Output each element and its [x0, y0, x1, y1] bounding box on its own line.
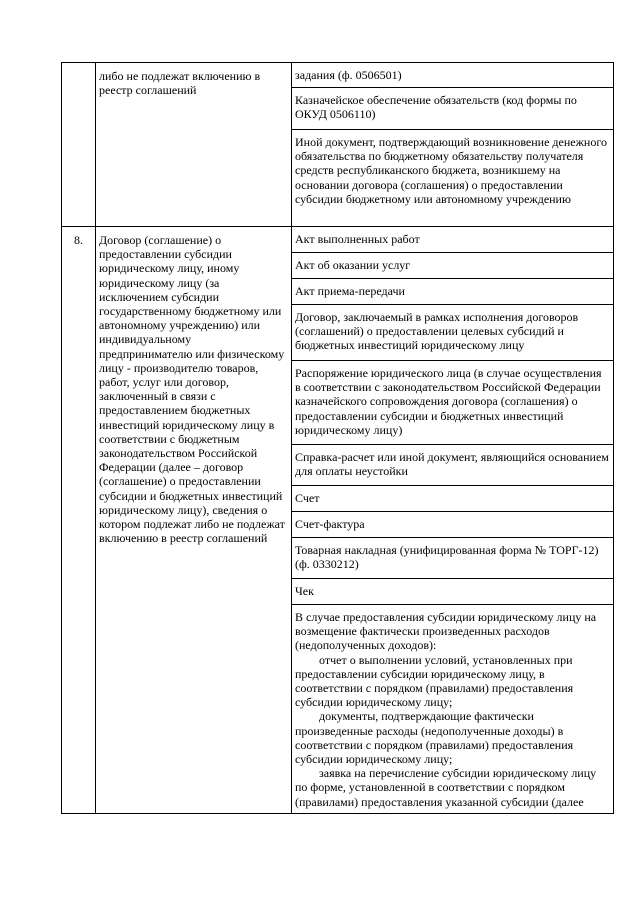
document-cell: Договор, заключаемый в рамках исполнения договоров (соглашений) о предоставлении целевых субсидий и бюджетных инвестиций юридическому лицу [292, 305, 614, 361]
document-cell: Счет [292, 486, 614, 512]
row-number-cell: 8. [62, 227, 96, 814]
document-cell: Иной документ, подтверждающий возникновение денежного обязательства по бюджетному обязательству получателя средств республиканского бюджета, возникшему на основании договора (соглашения) о предоставлении субсидии бюджетному или автономному учреждению [292, 130, 614, 227]
conditions-intro: В случае предоставления субсидии юридическому лицу на возмещение фактически произведенных расходов (недополученных доходов): [295, 610, 597, 653]
document-cell: Казначейское обеспечение обязательств (код формы по ОКУД 0506110) [292, 88, 614, 130]
document-cell: Справка-расчет или иной документ, являющийся основанием для оплаты неустойки [292, 445, 614, 486]
document-cell: Акт об оказании услуг [292, 253, 614, 279]
row-number-cell [62, 63, 96, 227]
conditions-item: отчет о выполнении условий, установленных при предоставлении субсидии юридическому лицу, в соответствии с порядком (правилами) предоставления субсидии юридическому лицу; [295, 652, 574, 710]
document-cell: Товарная накладная (унифицированная форма № ТОРГ-12) (ф. 0330212) [292, 538, 614, 579]
document-cell: Акт приема-передачи [292, 279, 614, 305]
document-cell: Счет-фактура [292, 512, 614, 538]
document-cell: Чек [292, 579, 614, 605]
documents-table [61, 62, 614, 814]
row-description-cell: Договор (соглашение) о предоставлении субсидии юридическому лицу, иному юридическому лицу (за исключением субсидии государственному бюджетному или автономному учреждению) или индивидуальному предпринимателю или физическому лицу - производителю товаров, работ, услуг или договор, заключенный в связи с предоставлением бюджетных инвестиций юридическому лицу в соответствии с бюджетным законодательством Российской Федерации (далее – договор (соглашение) о предоставлении субсидии и бюджетных инвестиций юридическому лицу), сведения о котором подлежат либо не подлежат включению в реестр соглашений [96, 227, 292, 814]
table-row [62, 227, 614, 253]
document-cell: задания (ф. 0506501) [292, 63, 614, 88]
document-cell-conditions [292, 605, 614, 814]
conditions-item: документы, подтверждающие фактически произведенные расходы (недополученные доходы) в соответствии с порядком (правилами) предоставления субсидии юридическому лицу; [295, 709, 574, 767]
table-row [62, 63, 614, 88]
row-description-cell: либо не подлежат включению в реестр соглашений [96, 63, 292, 227]
document-cell: Распоряжение юридического лица (в случае осуществления в соответствии с законодательством Российской Федерации казначейского сопровождения договора (соглашения) о предоставлении субсидии и бюджетных инвестиций юридическому лицу) [292, 361, 614, 445]
conditions-item: заявка на перечисление субсидии юридическому лицу по форме, установленной в соответствии с порядком (правилами) предоставления указанной субсидии (далее [295, 766, 597, 809]
document-cell: Акт выполненных работ [292, 227, 614, 253]
